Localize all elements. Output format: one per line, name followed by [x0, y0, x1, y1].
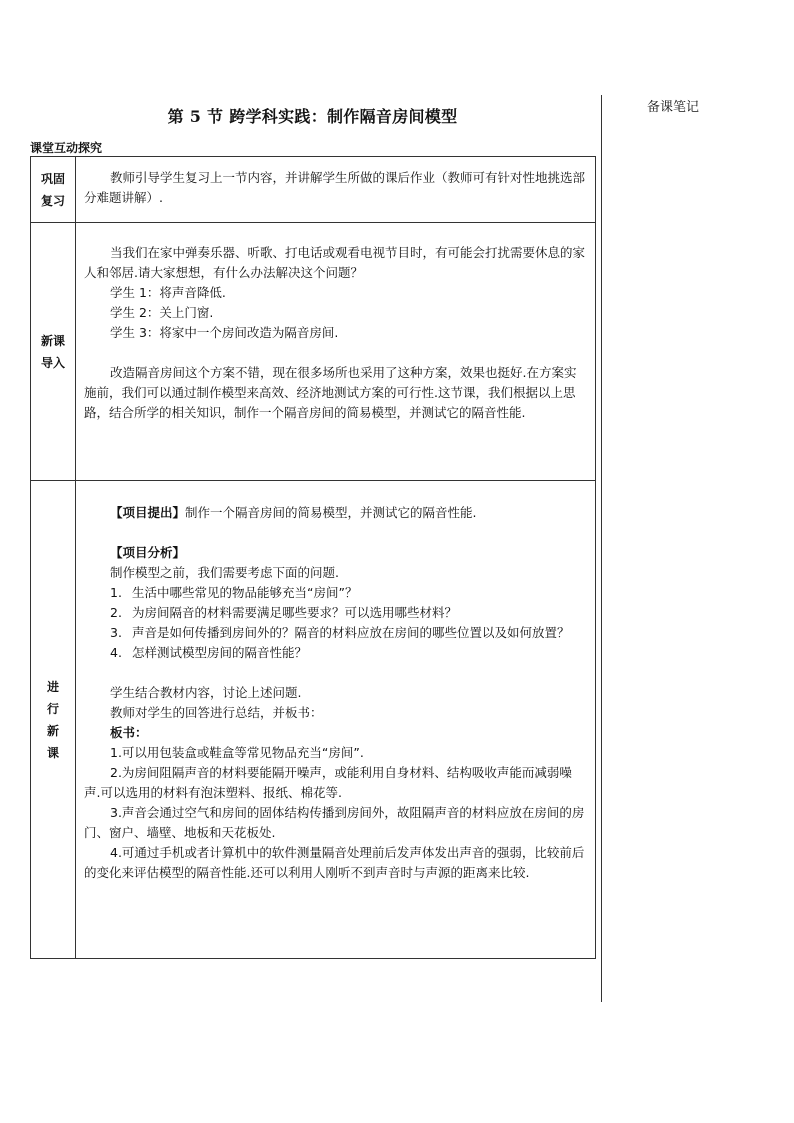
board-item: 2.为房间阻隔声音的材料要能隔开噪声，或能利用自身材料、结构吸收声能而减弱噪声.可以选用的材料有泡沫塑料、报纸、棉花等.: [84, 765, 572, 800]
page-title: 第 5 节 跨学科实践：制作隔音房间模型: [167, 107, 458, 126]
side-note-heading: 备课笔记: [647, 100, 700, 115]
board-item: 4.可通过手机或者计算机中的软件测量隔音处理前后发声体发出声音的强弱，比较前后的变化来评估模型的隔音性能.还可以利用人刚听不到声音时与声源的距离来比较.: [84, 845, 585, 880]
project-analysis-intro: 制作模型之前，我们需要考虑下面的问题.: [110, 565, 339, 580]
discussion-text: 学生结合教材内容，讨论上述问题.: [110, 685, 302, 700]
student-answer-2: 学生 2：关上门窗.: [110, 305, 214, 320]
summary-text: 教师对学生的回答进行总结，并板书：: [110, 705, 323, 720]
intro-paragraph: 当我们在家中弹奏乐器、听歌、打电话或观看电视节目时，有可能会打扰需要休息的家人和邻居.请大家想想，有什么办法解决这个问题？: [84, 245, 586, 280]
lesson-table: [30, 156, 596, 959]
question-item: 4. 怎样测试模型房间的隔音性能？: [110, 645, 308, 660]
row-label-new-lesson: 进 行 新 课: [31, 481, 76, 959]
project-analysis-heading: 【项目分析】: [110, 545, 186, 560]
table-row-intro: [31, 223, 596, 481]
student-answer-1: 学生 1：将声音降低.: [110, 285, 226, 300]
question-item: 2. 为房间隔音的材料需要满足哪些要求？可以选用哪些材料？: [110, 605, 458, 620]
question-item: 1. 生活中哪些常见的物品能够充当“房间”？: [110, 585, 358, 600]
section-label: 课堂互动探究: [30, 141, 103, 155]
table-row-review: [31, 157, 596, 223]
row-label-review: 巩固 复习: [31, 157, 76, 223]
board-item: 1.可以用包装盒或鞋盒等常见物品充当“房间”.: [110, 745, 364, 760]
row-label-intro: 新课 导入: [31, 223, 76, 481]
student-answer-3: 学生 3：将家中一个房间改造为隔音房间.: [110, 325, 339, 340]
table-row-new-lesson: [31, 481, 596, 959]
review-paragraph: 教师引导学生复习上一节内容，并讲解学生所做的课后作业（教师可有针对性地挑选部分难题讲解）.: [84, 170, 586, 205]
board-item: 3.声音会通过空气和房间的固体结构传播到房间外，故阻隔声音的材料应放在房间的房门、窗户、墙壁、地板和天花板处.: [84, 805, 585, 840]
row-content-intro: [76, 223, 596, 481]
notes-divider: [601, 95, 602, 1002]
project-proposal: 【项目提出】制作一个隔音房间的简易模型，并测试它的隔音性能.: [110, 505, 477, 520]
row-content-review: [76, 157, 596, 223]
board-heading: 板书：: [110, 725, 148, 740]
intro-conclusion: 改造隔音房间这个方案不错，现在很多场所也采用了这种方案，效果也挺好.在方案实施前，我们可以通过制作模型来高效、经济地测试方案的可行性.这节课，我们根据以上思路，结合所学的相关知识，制作一个隔音房间的简易模型，并测试它的隔音性能.: [84, 365, 577, 420]
row-content-new-lesson: [76, 481, 596, 959]
question-item: 3. 声音是如何传播到房间外的？隔音的材料应放在房间的哪些位置以及如何放置？: [110, 625, 570, 640]
